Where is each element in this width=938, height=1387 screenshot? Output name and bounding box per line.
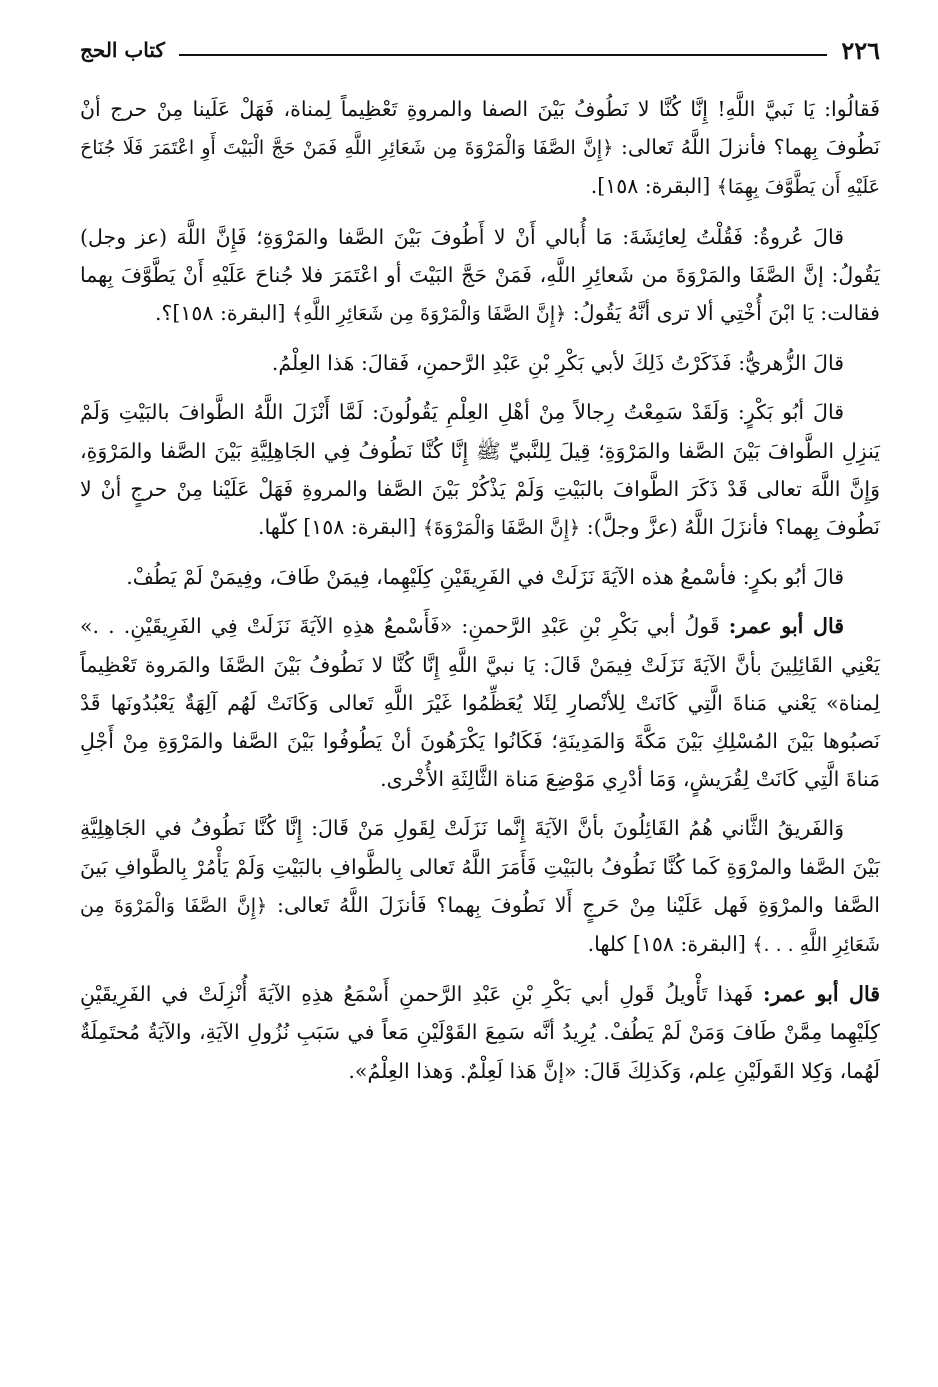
page-header	[80, 30, 880, 70]
paragraph-text: [البقرة: ١٥٨] كلّها.	[257, 515, 423, 540]
quran-verse: ﴿إِنَّ الصَّفَا وَالْمَرْوَةَ مِن شَعَائِرِ اللَّهِ . . .﴾	[80, 894, 880, 957]
speaker-label: قال أبو عمر:	[763, 982, 880, 1007]
paragraph-text: [البقرة: ١٥٨] كلها.	[587, 932, 753, 957]
page-number: ٢٢٦	[841, 35, 880, 65]
paragraph-text: قالَ أبُو بكرٍ: فأسْمعُ هذه الآيَةَ نَزَلَتْ في الفَرِيقَيْنِ كِلَيْهِما، فِيمَنْ طَافَ، وفِيمَنْ لَمْ يَطُفْ.	[126, 565, 844, 590]
paragraph-text: قالَ الزُّهريُّ: فَذَكَرْتُ ذَلِكَ لأبي بَكْرِ بْنِ عَبْدِ الرَّحمنِ، فَقالَ: هَذا العِلْمُ.	[271, 351, 844, 376]
paragraph	[80, 607, 880, 798]
quran-verse: ﴿إِنَّ الصَّفَا وَالْمَرْوَةَ﴾	[422, 517, 581, 540]
paragraph	[80, 558, 880, 596]
paragraph	[80, 218, 880, 334]
book-title: كتاب الحج	[80, 38, 165, 62]
paragraph	[80, 344, 880, 382]
paragraph-text: قَولُ أبي بَكْرِ بْنِ عَبْدِ الرَّحمنِ: «فَأَسْمعُ هذِهِ الآيَةَ نَزَلَتْ فِي الفَرِيقَيْنِ. . .» يَعْنِي القَائِلِينَ بأنَّ الآيَةَ نَزَلَتْ فِيمَنْ قَالَ: يَا نبيَّ اللَّهِ إِنَّا كُنَّا لا نَطُوفُ بَيْنَ الصَّفَا والمَروة تَعْظِيماً لِمناة» يَعْني مَناةَ الَّتِي كَانَتْ لِلأنْصارِ لِئَلا يُعَظِّمُوا غَيْرَ اللَّهِ تَعالى وَكَانَتْ لَهُم آلِهَةٌ يَعْبُدُونَها قَدْ نَصبُوها بَيْنَ المُسْلِكِ بَيْنَ مَكَّةَ وَالمَدِينَةِ؛ فَكَانُوا يَكْرَهُونَ أنْ يَطُوفُوا بَيْنَ الصَّفا والمَرْوَةِ مِنْ أَجْلِ مَناةَ الَّتِي كَانَتْ لِقُرَيشٍ، وَمَا أدْرِي مَوْضِعَ مَناة الثَّالِثَةِ الأُخْرى.	[80, 614, 880, 792]
paragraph	[80, 975, 880, 1090]
paragraph-text: [البقرة: ١٥٨]؟.	[154, 301, 292, 326]
book-page	[80, 30, 880, 1360]
header-rule	[179, 54, 827, 56]
paragraph-text: [البقرة: ١٥٨].	[590, 174, 717, 199]
paragraph-text: قالَ أبُو بَكْرٍ: وَلَقَدْ سَمِعْتُ رِجالاً مِنْ أهْلِ العِلْمِ يَقُولُونَ: لَمَّا أَنْزَلَ اللَّهُ الطَّوافَ بالبَيْتِ وَلَمْ يَنزِلِ الطَّوافَ بَيْنَ الصَّفا والمَرْوَةِ؛ قِيلَ لِلنَّبيِّ ﷺ إِنَّا كُنَّا نَطُوفُ فِي الجَاهِلِيَّةِ بَيْنَ الصَّفا والمَرْوَةِ، وَإِنَّ اللَّهَ تعالى قَدْ ذَكَرَ الطَّوافَ بالبَيْتِ وَلَمْ يَذْكُرْ بَيْنَ الصَّفا والمروةِ فَهَلْ عَلَيْنا مِنْ حرجٍ أنْ لا نَطُوفَ بِهما؟ فأنزَلَ اللَّهُ (عزَّ وجلَّ):	[80, 400, 880, 540]
paragraph-text: فَهذا تَأْويلُ قَولِ أبي بَكْرِ بْنِ عَبْدِ الرَّحمنِ أَسْمَعُ هذِهِ الآيَةَ أُنْزِلَتْ في الفَرِيقَيْنِ كِلَيْهِما مِمَّنْ طَافَ وَمَنْ لَمْ يَطُفْ. يُرِيدُ أنَّه سَمِعَ القَوْلَيْنِ مَعاً في سَبَبِ نُزُولِ الآيَةِ، والآيَةُ مُحتَمِلَةٌ لَهُما، وَكِلا القَولَيْنِ عِلم، وَكَذلِكَ قَالَ: «إنَّ هَذا لَعِلْمٌ. وَهذا العِلْمُ».	[80, 982, 880, 1083]
quran-verse: ﴿إِنَّ الصَّفَا وَالْمَرْوَةَ مِن شَعَائِرِ اللَّهِ فَمَنْ حَجَّ الْبَيْتَ أَوِ اعْتَمَرَ فَلَا جُنَاحَ عَلَيْهِ أَن يَطَّوَّفَ بِهِمَا﴾	[80, 137, 880, 199]
paragraph	[80, 393, 880, 547]
page-body	[80, 90, 880, 1090]
quran-verse: ﴿إِنَّ الصَّفَا وَالْمَرْوَةَ مِن شَعَائِرِ اللَّهِ﴾	[291, 303, 567, 326]
paragraph-text: فَقالُوا: يَا نَبيَّ اللَّهِ! إِنَّا كُنَّا لا نَطُوفُ بَيْنَ الصفا والمروةِ تَعْظِيماً لِمناة، فَهَلْ عَلَينا مِنْ حرج أنْ نَطُوفَ بِهما؟ فأنزلَ اللَّهُ تَعالى:	[80, 97, 880, 160]
paragraph	[80, 809, 880, 964]
paragraph-text: قالَ عُروةُ: فَقُلْتُ لِعائِشَةَ: مَا أُبالي أَنْ لا أَطُوفَ بَيْنَ الصَّفا والمَرْوَةِ؛ فَإِنَّ اللَّهَ (عز وجل) يَقُولُ: إنَّ الصَّفَا والمَرْوَةَ من شَعائِرِ اللَّهِ، فَمَنْ حَجَّ البَيْتَ أو اعْتَمَرَ فلا جُناحَ عَلَيْهِ أَنْ يَطَّوَّفَ بِهما فقالت: يَا ابْنَ أُخْتِي ألا ترى أنَّهُ يَقُولُ:	[80, 224, 880, 326]
paragraph-text: وَالفَريقُ الثَّاني هُمُ القَائِلُونَ بأنَّ الآيَةَ إِنَّما نَزَلَتْ لِقَولِ مَنْ قَالَ: إِنَّا كُنَّا نَطُوفُ في الجَاهِلِيَّةِ بَيْنَ الصَّفا والمرْوَةِ كَما كُنَّا نَطُوفُ بالبَيْتِ فَأَمَرَ اللَّهُ تَعالى بِالطَّوافِ بالبَيْتِ وَلَمْ يَأْمُرْ بِالطَّوافِ بَينَ الصَّفا والمرْوَةِ فَهل عَلَيْنا مِنْ حَرجٍ أَلا نَطُوفَ بِهما؟ فَأنزَلَ اللَّهُ تَعالى:	[80, 816, 880, 917]
speaker-label: قال أبو عمر:	[728, 614, 845, 639]
paragraph	[80, 90, 880, 207]
